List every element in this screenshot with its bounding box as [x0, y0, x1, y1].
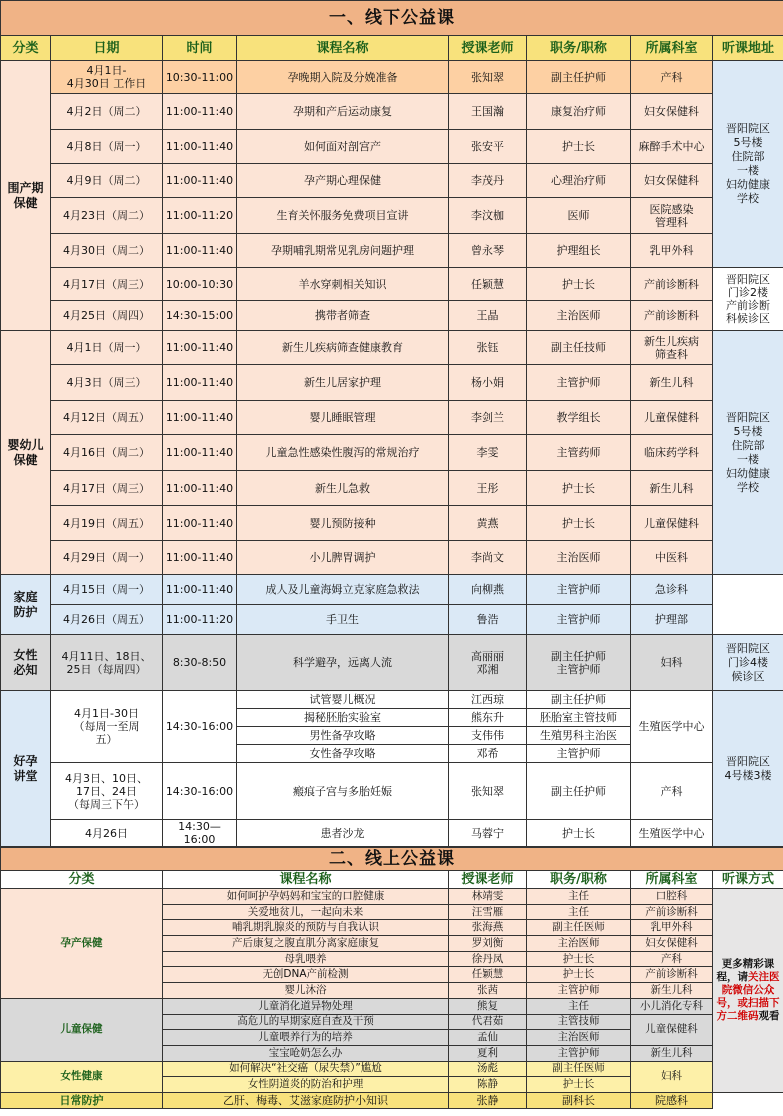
title-cell: 医师: [527, 198, 631, 234]
online-title-cell: 主治医师: [527, 1030, 631, 1046]
table-row: [1, 164, 783, 198]
dept-cell: 产前诊断科: [631, 301, 713, 331]
online-title-cell: 护士长: [527, 951, 631, 967]
online-title-cell: 主管护师: [527, 1045, 631, 1061]
time-cell: 8:30-8:50: [163, 635, 237, 691]
table-row: [1, 820, 783, 847]
online-title-cell: 副主任医师: [527, 920, 631, 936]
table-row: [1, 889, 783, 905]
date-cell: 4月8日（周一）: [51, 130, 163, 164]
online-course-cell: 高危儿的早期家庭自查及干预: [163, 1014, 449, 1030]
time-cell: 11:00-11:40: [163, 506, 237, 541]
online-title-cell: 主治医师: [527, 936, 631, 952]
category-infant: 婴幼儿 保健: [1, 331, 51, 575]
address-prenatal-diagnosis: 晋阳院区 门诊2楼 产前诊断 科候诊区: [713, 268, 783, 331]
online-header-5: 听课方式: [713, 871, 783, 889]
dept-cell: 儿童保健科: [631, 506, 713, 541]
dept-cell: 急诊科: [631, 575, 713, 605]
course-cell: 患者沙龙: [237, 820, 449, 847]
course-cell: 儿童急性感染性腹泻的常规治疗: [237, 435, 449, 471]
date-cell: 4月25日（周四）: [51, 301, 163, 331]
date-cell: 4月11日、18日、 25日（每周四）: [51, 635, 163, 691]
dept-cell: 产前诊断科: [631, 268, 713, 301]
teacher-cell: 张安平: [449, 130, 527, 164]
course-cell: 羊水穿刺相关知识: [237, 268, 449, 301]
date-cell: 4月17日（周三）: [51, 471, 163, 506]
title-cell: 胚胎室主管技师: [527, 709, 631, 727]
online-dept-cell: 妇女保健科: [631, 936, 713, 952]
online-dept-cell: 新生儿科: [631, 1045, 713, 1061]
title-cell: 副主任技师: [527, 331, 631, 365]
date-cell: 4月15日（周一）: [51, 575, 163, 605]
online-header-3: 职务/职称: [527, 871, 631, 889]
title-cell: 护士长: [527, 268, 631, 301]
title-cell: 护士长: [527, 130, 631, 164]
dept-cell: 麻醉手术中心: [631, 130, 713, 164]
time-cell: 11:00-11:20: [163, 605, 237, 635]
online-title-cell: 主管护师: [527, 983, 631, 999]
header-4: 授课老师: [449, 36, 527, 61]
title-cell: 主管护师: [527, 605, 631, 635]
online-teacher-cell: 徐丹凤: [449, 951, 527, 967]
title-cell: 教学组长: [527, 401, 631, 435]
table-row: [1, 1092, 783, 1108]
time-cell: 11:00-11:40: [163, 541, 237, 575]
title-cell: 副主任护师: [527, 61, 631, 94]
date-cell: 4月17日（周三）: [51, 268, 163, 301]
teacher-cell: 支伟伟: [449, 727, 527, 745]
dept-cell: 生殖医学中心: [631, 820, 713, 847]
table-row: [1, 763, 783, 820]
time-cell: 11:00-11:40: [163, 471, 237, 506]
course-cell: 男性备孕攻略: [237, 727, 449, 745]
time-cell: 11:00-11:40: [163, 331, 237, 365]
online-course-cell: 产后康复之腹直肌分离家庭康复: [163, 936, 449, 952]
teacher-cell: 张知翠: [449, 763, 527, 820]
course-cell: 手卫生: [237, 605, 449, 635]
address-infant: 晋阳院区 5号楼 住院部 一楼 妇幼健康 学校: [713, 331, 783, 575]
date-cell: 4月1日（周一）: [51, 331, 163, 365]
online-dept-cell: 产科: [631, 951, 713, 967]
teacher-cell: 江西琼: [449, 691, 527, 709]
dept-cell: 妇女保健科: [631, 94, 713, 130]
date-cell: 4月9日（周二）: [51, 164, 163, 198]
online-teacher-cell: 任颖慧: [449, 967, 527, 983]
dept-cell: 儿童保健科: [631, 401, 713, 435]
online-teacher-cell: 林靖雯: [449, 889, 527, 905]
online-course-cell: 女性阴道炎的防治和护理: [163, 1077, 449, 1093]
time-cell: 11:00-11:40: [163, 435, 237, 471]
title-cell: 康复治疗师: [527, 94, 631, 130]
dept-cell: 护理部: [631, 605, 713, 635]
table-row: [1, 130, 783, 164]
header-5: 职务/职称: [527, 36, 631, 61]
table-row: [1, 234, 783, 268]
time-cell: 11:00-11:40: [163, 234, 237, 268]
online-course-cell: 如何解决“社交癌（尿失禁）”尴尬: [163, 1061, 449, 1077]
title-cell: 主管护师: [527, 745, 631, 763]
course-cell: 新生儿居家护理: [237, 365, 449, 401]
watch-method: [713, 889, 783, 1093]
table-row: [1, 691, 783, 709]
dept-cell: 新生儿疾病 筛查科: [631, 331, 713, 365]
date-cell: 4月26日（周五）: [51, 605, 163, 635]
teacher-cell: 王国瀚: [449, 94, 527, 130]
title-cell: 主治医师: [527, 301, 631, 331]
time-cell: 11:00-11:40: [163, 94, 237, 130]
online-teacher-cell: 陈静: [449, 1077, 527, 1093]
online-category-child: 儿童保健: [1, 998, 163, 1061]
time-cell: 14:30-15:00: [163, 301, 237, 331]
time-cell: 14:30—16:00: [163, 820, 237, 847]
table-row: [1, 1061, 783, 1077]
date-cell: 4月16日（周二）: [51, 435, 163, 471]
course-cell: 婴儿睡眠管理: [237, 401, 449, 435]
table-row: [1, 401, 783, 435]
address-prenatal: 晋阳院区 5号楼 住院部 一楼 妇幼健康 学校: [713, 61, 783, 268]
online-teacher-cell: 汤彪: [449, 1061, 527, 1077]
teacher-cell: 黄燕: [449, 506, 527, 541]
course-cell: 孕期哺乳期常见乳房问题护理: [237, 234, 449, 268]
title-cell: 护士长: [527, 471, 631, 506]
title-cell: 副主任护师 主管护师: [527, 635, 631, 691]
online-teacher-cell: 汪雪雁: [449, 904, 527, 920]
teacher-cell: 鲁浩: [449, 605, 527, 635]
title-cell: 主管护师: [527, 365, 631, 401]
header-0: 分类: [1, 36, 51, 61]
online-dept-cell: 院感科: [631, 1092, 713, 1108]
course-cell: 孕晚期入院及分娩准备: [237, 61, 449, 94]
course-cell: 新生儿急救: [237, 471, 449, 506]
course-cell: 科学避孕，远离人流: [237, 635, 449, 691]
table-row: [1, 198, 783, 234]
time-cell: 10:00-10:30: [163, 268, 237, 301]
header-3: 课程名称: [237, 36, 449, 61]
time-cell: 11:00-11:40: [163, 164, 237, 198]
time-cell: 14:30-16:00: [163, 691, 237, 763]
title-cell: 主治医师: [527, 541, 631, 575]
online-teacher-cell: 张茜: [449, 983, 527, 999]
teacher-cell: 张知翠: [449, 61, 527, 94]
online-dept-cell: 乳甲外科: [631, 920, 713, 936]
online-table: [0, 847, 783, 1109]
online-teacher-cell: 张海燕: [449, 920, 527, 936]
date-cell: 4月3日（周三）: [51, 365, 163, 401]
category-women: 女性 必知: [1, 635, 51, 691]
time-cell: 11:00-11:40: [163, 130, 237, 164]
teacher-cell: 邓希: [449, 745, 527, 763]
table-row: [1, 541, 783, 575]
online-course-cell: 母乳喂养: [163, 951, 449, 967]
table-row: [1, 331, 783, 365]
time-cell: 11:00-11:40: [163, 575, 237, 605]
dept-cell: 生殖医学中心: [631, 691, 713, 763]
table-row: [1, 605, 783, 635]
title-cell: 副主任护师: [527, 763, 631, 820]
online-course-cell: 无创DNA产前检测: [163, 967, 449, 983]
online-teacher-cell: 夏利: [449, 1045, 527, 1061]
online-teacher-cell: 张静: [449, 1092, 527, 1108]
category-fertility: 好孕 讲堂: [1, 691, 51, 847]
table-row: [1, 575, 783, 605]
online-title-cell: 主任: [527, 889, 631, 905]
online-category-women: 女性健康: [1, 1061, 163, 1092]
title-cell: 生殖男科主治医: [527, 727, 631, 745]
dept-cell: 妇女保健科: [631, 164, 713, 198]
online-category-daily: 日常防护: [1, 1092, 163, 1108]
online-course-cell: 宝宝呛奶怎么办: [163, 1045, 449, 1061]
course-cell: 生育关怀服务免费项目宣讲: [237, 198, 449, 234]
date-cell: 4月1日-30日 （每周一至周 五）: [51, 691, 163, 763]
watch-text-2: 关注医院微信公众号，或扫描下方二维码: [716, 970, 780, 1022]
teacher-cell: 李雯: [449, 435, 527, 471]
online-teacher-cell: 孟仙: [449, 1030, 527, 1046]
address-women: 晋阳院区 门诊4楼 候诊区: [713, 635, 783, 691]
online-header-0: 分类: [1, 871, 163, 889]
title-cell: 主管药师: [527, 435, 631, 471]
header-7: 听课地址: [713, 36, 783, 61]
online-title-cell: 副主任医师: [527, 1061, 631, 1077]
category-prenatal: 围产期 保健: [1, 61, 51, 331]
table-row: [1, 94, 783, 130]
table-row: [1, 268, 783, 301]
online-title: 二、线上公益课: [1, 848, 783, 871]
online-teacher-cell: 代君茹: [449, 1014, 527, 1030]
online-dept-cell: 儿童保健科: [631, 1014, 713, 1045]
online-header-4: 所属科室: [631, 871, 713, 889]
table-row: [1, 61, 783, 94]
online-dept-cell: 产前诊断科: [631, 904, 713, 920]
date-cell: 4月29日（周一）: [51, 541, 163, 575]
online-course-cell: 儿童消化道异物处理: [163, 998, 449, 1014]
online-dept-cell: 新生儿科: [631, 983, 713, 999]
dept-cell: 新生儿科: [631, 471, 713, 506]
table-row: [1, 506, 783, 541]
online-course-cell: 乙肝、梅毒、艾滋家庭防护小知识: [163, 1092, 449, 1108]
watch-text-1: 更多精彩课程，请: [716, 957, 775, 983]
title-cell: 心理治疗师: [527, 164, 631, 198]
course-cell: 婴儿预防接种: [237, 506, 449, 541]
course-cell: 女性备孕攻略: [237, 745, 449, 763]
date-cell: 4月12日（周五）: [51, 401, 163, 435]
teacher-cell: 李汶枷: [449, 198, 527, 234]
dept-cell: 妇科: [631, 635, 713, 691]
header-2: 时间: [163, 36, 237, 61]
offline-title: 一、线下公益课: [1, 1, 783, 36]
teacher-cell: 王晶: [449, 301, 527, 331]
course-cell: 如何面对剖宫产: [237, 130, 449, 164]
course-cell: 小儿脾胃调护: [237, 541, 449, 575]
teacher-cell: 杨小娟: [449, 365, 527, 401]
table-row: [1, 301, 783, 331]
online-teacher-cell: 熊复: [449, 998, 527, 1014]
course-cell: 孕期和产后运动康复: [237, 94, 449, 130]
teacher-cell: 李剑兰: [449, 401, 527, 435]
table-row: [1, 998, 783, 1014]
teacher-cell: 高丽丽 邓湘: [449, 635, 527, 691]
title-cell: 副主任护师: [527, 691, 631, 709]
online-header-1: 课程名称: [163, 871, 449, 889]
table-row: [1, 471, 783, 506]
time-cell: 14:30-16:00: [163, 763, 237, 820]
date-cell: 4月1日- 4月30日 工作日: [51, 61, 163, 94]
watch-text-3: 观看: [758, 1009, 780, 1022]
online-course-cell: 哺乳期乳腺炎的预防与自我认识: [163, 920, 449, 936]
online-header-2: 授课老师: [449, 871, 527, 889]
online-course-cell: 如何呵护孕妈妈和宝宝的口腔健康: [163, 889, 449, 905]
date-cell: 4月2日（周二）: [51, 94, 163, 130]
dept-cell: 临床药学科: [631, 435, 713, 471]
dept-cell: 中医科: [631, 541, 713, 575]
course-cell: 孕产期心理保健: [237, 164, 449, 198]
online-dept-cell: 妇科: [631, 1061, 713, 1092]
teacher-cell: 王彤: [449, 471, 527, 506]
course-cell: 携带者筛查: [237, 301, 449, 331]
course-cell: 成人及儿童海姆立克家庭急救法: [237, 575, 449, 605]
dept-cell: 医院感染 管理科: [631, 198, 713, 234]
teacher-cell: 熊东升: [449, 709, 527, 727]
table-row: [1, 635, 783, 691]
teacher-cell: 李茂丹: [449, 164, 527, 198]
address-fertility: 晋阳院区 4号楼3楼: [713, 691, 783, 847]
online-dept-cell: 小儿消化专科: [631, 998, 713, 1014]
dept-cell: 产科: [631, 61, 713, 94]
online-title-cell: 护士长: [527, 967, 631, 983]
category-family: 家庭 防护: [1, 575, 51, 635]
dept-cell: 乳甲外科: [631, 234, 713, 268]
title-cell: 护理组长: [527, 234, 631, 268]
online-course-cell: 儿童喂养行为的培养: [163, 1030, 449, 1046]
title-cell: 护士长: [527, 820, 631, 847]
time-cell: 11:00-11:20: [163, 198, 237, 234]
online-title-cell: 主管技师: [527, 1014, 631, 1030]
teacher-cell: 向柳燕: [449, 575, 527, 605]
online-teacher-cell: 罗刘衡: [449, 936, 527, 952]
online-dept-cell: 口腔科: [631, 889, 713, 905]
online-course-cell: 婴儿沐浴: [163, 983, 449, 999]
time-cell: 11:00-11:40: [163, 365, 237, 401]
dept-cell: 产科: [631, 763, 713, 820]
online-title-cell: 主任: [527, 998, 631, 1014]
date-cell: 4月30日（周二）: [51, 234, 163, 268]
course-cell: 揭秘胚胎实验室: [237, 709, 449, 727]
course-cell: 瘢痕子宫与多胎妊娠: [237, 763, 449, 820]
title-cell: 护士长: [527, 506, 631, 541]
table-row: [1, 365, 783, 401]
time-cell: 11:00-11:40: [163, 401, 237, 435]
title-cell: 主管护师: [527, 575, 631, 605]
course-cell: 新生儿疾病筛查健康教育: [237, 331, 449, 365]
teacher-cell: 张钰: [449, 331, 527, 365]
date-cell: 4月26日: [51, 820, 163, 847]
teacher-cell: 曾永琴: [449, 234, 527, 268]
header-6: 所属科室: [631, 36, 713, 61]
date-cell: 4月23日（周二）: [51, 198, 163, 234]
header-1: 日期: [51, 36, 163, 61]
teacher-cell: 李尚文: [449, 541, 527, 575]
date-cell: 4月3日、10日、 17日、24日 （每周三下午）: [51, 763, 163, 820]
online-title-cell: 副科长: [527, 1092, 631, 1108]
online-category-prenatal: 孕产保健: [1, 889, 163, 999]
online-title-cell: 护士长: [527, 1077, 631, 1093]
dept-cell: 新生儿科: [631, 365, 713, 401]
online-dept-cell: 产前诊断科: [631, 967, 713, 983]
table-row: [1, 435, 783, 471]
time-cell: 10:30-11:00: [163, 61, 237, 94]
course-cell: 试管婴儿概况: [237, 691, 449, 709]
online-title-cell: 主任: [527, 904, 631, 920]
date-cell: 4月19日（周五）: [51, 506, 163, 541]
teacher-cell: 马蓉宁: [449, 820, 527, 847]
teacher-cell: 任颖慧: [449, 268, 527, 301]
online-course-cell: 关爱地贫儿，一起向未来: [163, 904, 449, 920]
